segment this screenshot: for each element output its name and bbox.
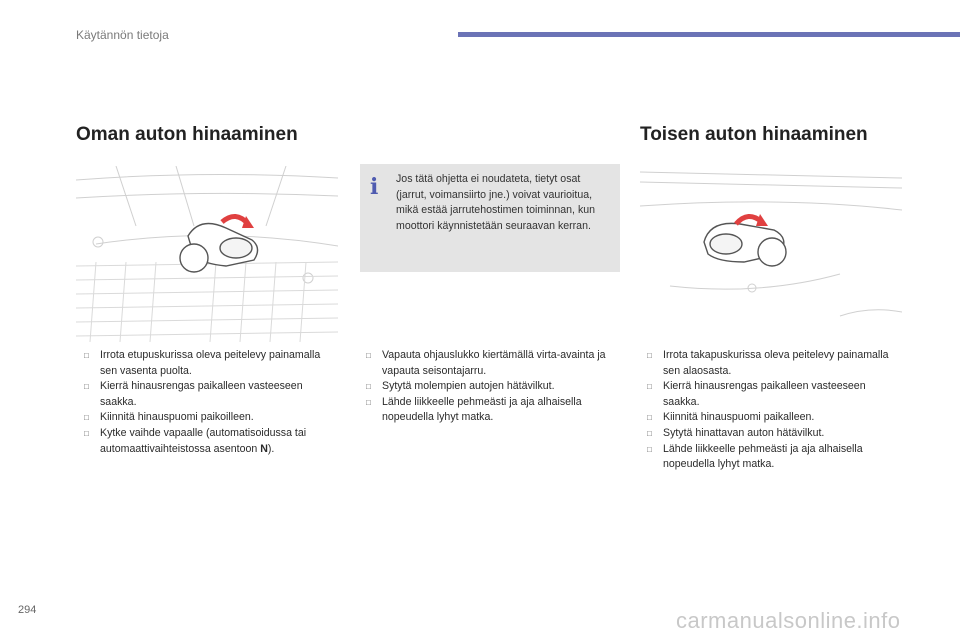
- list-item: □ Kiinnitä hinauspuomi paikalleen.: [641, 410, 903, 426]
- step-text-end: ).: [267, 442, 275, 455]
- list-item: □ Lähde liikkeelle pehmeästi ja aja alhaisella nopeudella lyhyt matka.: [360, 395, 622, 426]
- list-item: [78, 426, 340, 457]
- rear-towing-eye-illustration: [640, 166, 902, 342]
- list-item: □ Vapauta ohjauslukko kiertämällä virta-avainta ja vapauta seisontajarru.: [360, 348, 622, 379]
- section-label: Käytännön tietoja: [76, 28, 169, 42]
- header-accent-bar: [458, 32, 960, 37]
- left-steps-list: [78, 348, 340, 457]
- left-title: Oman auton hinaaminen: [76, 124, 298, 145]
- gear-position: N: [260, 442, 268, 455]
- step-text: Kytke vaihde vapaalle (automatisoidussa tai automaattivaihteistossa asentoon: [100, 426, 307, 455]
- list-item: □ Kierrä hinausrengas paikalleen vasteeseen saakka.: [78, 379, 340, 410]
- middle-steps-list: [360, 348, 622, 426]
- page-number: 294: [18, 604, 37, 616]
- info-icon: i: [370, 174, 379, 200]
- list-item: □ Kiinnitä hinauspuomi paikoilleen.: [78, 410, 340, 426]
- list-item: □ Lähde liikkeelle pehmeästi ja aja alhaisella nopeudella lyhyt matka.: [641, 442, 903, 473]
- list-item: □ Irrota takapuskurissa oleva peitelevy painamalla sen alaosasta.: [641, 348, 903, 379]
- list-item: □ Kierrä hinausrengas paikalleen vasteeseen saakka.: [641, 379, 903, 410]
- list-item: □ Irrota etupuskurissa oleva peitelevy painamalla sen vasenta puolta.: [78, 348, 340, 379]
- right-steps-list: [641, 348, 903, 473]
- warning-note: [360, 164, 620, 272]
- front-towing-eye-illustration: [76, 166, 338, 342]
- note-text: Jos tätä ohjetta ei noudateta, tietyt osat (jarrut, voimansiirto jne.) voivat vaurioitua, mikä estää jarrutehostimen toiminnan, kun moottori käynnistetään seuraavan kerran.: [396, 173, 596, 232]
- list-item: □ Sytytä molempien autojen hätävilkut.: [360, 379, 622, 395]
- list-item: □ Sytytä hinattavan auton hätävilkut.: [641, 426, 903, 442]
- watermark: carmanualsonline.info: [676, 608, 901, 633]
- right-title: Toisen auton hinaaminen: [640, 124, 868, 145]
